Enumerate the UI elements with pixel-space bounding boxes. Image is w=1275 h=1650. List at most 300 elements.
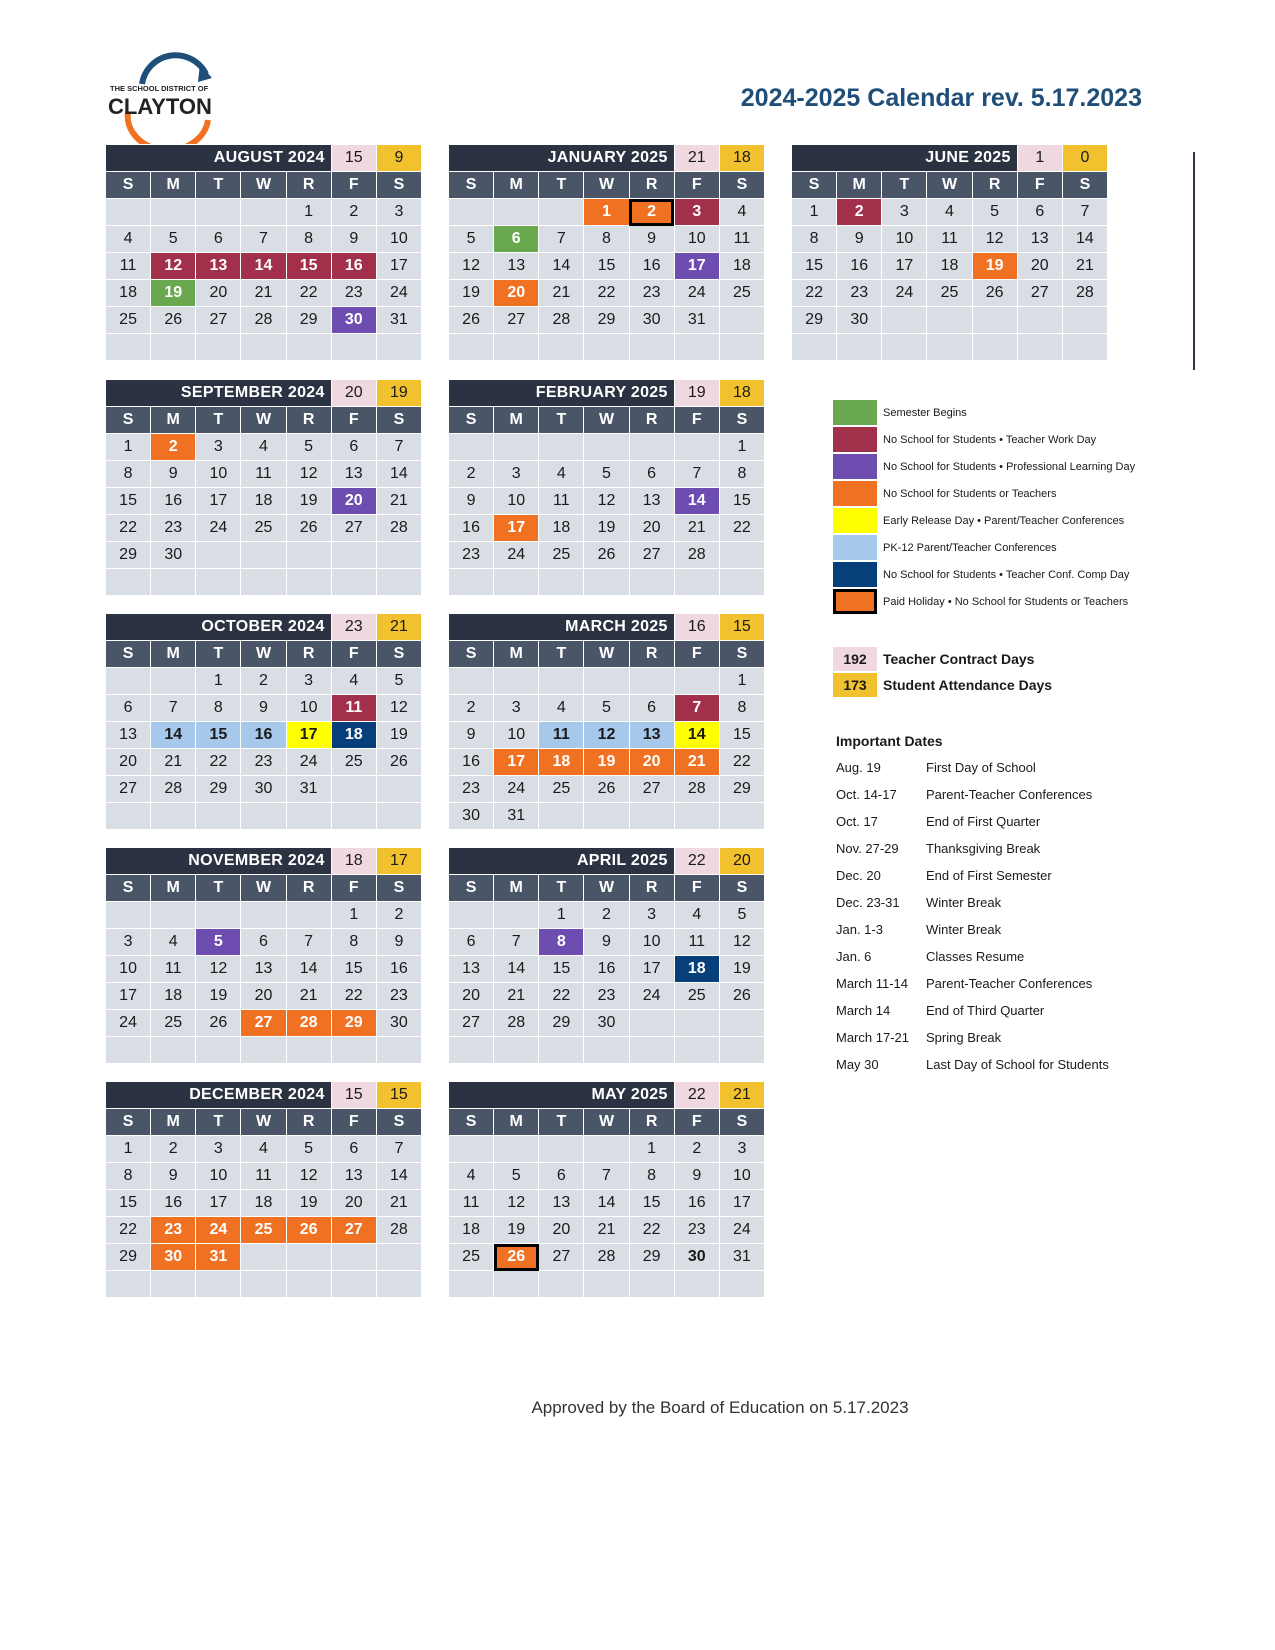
day-cell: 23 — [674, 1217, 719, 1244]
day-cell: 19 — [584, 749, 629, 776]
empty-cell — [629, 803, 674, 830]
empty-cell — [449, 1271, 494, 1298]
day-cell: 5 — [972, 199, 1017, 226]
day-cell: 29 — [106, 542, 151, 569]
weekday-header: S — [449, 875, 494, 902]
day-cell: 21 — [584, 1217, 629, 1244]
month-october-2024 — [105, 613, 422, 830]
month-title: APRIL 2025 — [449, 848, 675, 875]
day-cell: 16 — [151, 1190, 196, 1217]
empty-cell — [719, 803, 764, 830]
empty-cell — [241, 1037, 286, 1064]
day-cell: 15 — [584, 253, 629, 280]
important-date: May 30 — [836, 1057, 879, 1072]
weekday-header: W — [584, 1109, 629, 1136]
weekday-header: T — [196, 172, 241, 199]
day-cell: 14 — [241, 253, 286, 280]
day-cell: 7 — [494, 929, 539, 956]
day-cell: 2 — [151, 1136, 196, 1163]
important-date: Oct. 14-17 — [836, 787, 897, 802]
day-cell: 4 — [719, 199, 764, 226]
day-cell: 7 — [1062, 199, 1107, 226]
weekday-header: M — [494, 875, 539, 902]
day-cell: 17 — [674, 253, 719, 280]
weekday-header: S — [376, 1109, 421, 1136]
day-cell: 22 — [106, 1217, 151, 1244]
day-cell: 24 — [196, 515, 241, 542]
day-cell: 23 — [584, 983, 629, 1010]
legend-label: PK-12 Parent/Teacher Conferences — [883, 541, 1057, 554]
day-cell: 21 — [539, 280, 584, 307]
day-cell: 11 — [241, 461, 286, 488]
day-cell: 5 — [286, 434, 331, 461]
weekday-header: W — [241, 641, 286, 668]
day-cell: 8 — [719, 695, 764, 722]
day-cell: 30 — [331, 307, 376, 334]
day-cell: 22 — [539, 983, 584, 1010]
weekday-header: R — [286, 407, 331, 434]
day-cell: 5 — [584, 695, 629, 722]
weekday-header: R — [972, 172, 1017, 199]
day-cell: 29 — [539, 1010, 584, 1037]
day-cell: 28 — [494, 1010, 539, 1037]
day-cell: 14 — [376, 1163, 421, 1190]
month-title: JUNE 2025 — [792, 145, 1018, 172]
weekday-header: R — [629, 875, 674, 902]
month-title: DECEMBER 2024 — [106, 1082, 332, 1109]
day-cell: 12 — [584, 488, 629, 515]
day-cell: 24 — [286, 749, 331, 776]
important-date: Jan. 1-3 — [836, 922, 883, 937]
day-cell: 25 — [151, 1010, 196, 1037]
day-cell: 16 — [449, 515, 494, 542]
day-cell: 20 — [539, 1217, 584, 1244]
empty-cell — [106, 569, 151, 596]
day-cell: 18 — [539, 515, 584, 542]
day-cell: 25 — [719, 280, 764, 307]
legend-swatch — [833, 562, 877, 587]
empty-cell — [674, 803, 719, 830]
empty-cell — [719, 1037, 764, 1064]
day-cell: 4 — [927, 199, 972, 226]
day-cell: 4 — [241, 1136, 286, 1163]
empty-cell — [286, 1271, 331, 1298]
day-cell: 17 — [629, 956, 674, 983]
student-days-label: Student Attendance Days — [883, 677, 1053, 693]
month-teacher-days: 22 — [674, 848, 719, 875]
day-cell: 8 — [286, 226, 331, 253]
empty-cell — [151, 668, 196, 695]
month-student-days: 18 — [719, 145, 764, 172]
day-cell: 6 — [1017, 199, 1062, 226]
day-cell: 29 — [629, 1244, 674, 1271]
day-cell: 27 — [629, 776, 674, 803]
logo-line2: CLAYTON — [108, 94, 212, 119]
empty-cell — [719, 1271, 764, 1298]
day-cell: 19 — [972, 253, 1017, 280]
empty-cell — [286, 902, 331, 929]
legend-item — [833, 480, 1153, 507]
weekday-header: S — [792, 172, 837, 199]
month-teacher-days: 18 — [331, 848, 376, 875]
legend-swatch — [833, 508, 877, 533]
day-cell: 17 — [196, 488, 241, 515]
day-cell: 10 — [376, 226, 421, 253]
day-cell: 27 — [196, 307, 241, 334]
day-cell: 27 — [241, 1010, 286, 1037]
day-cell: 21 — [674, 749, 719, 776]
month-student-days: 17 — [376, 848, 421, 875]
important-date-row — [836, 862, 1156, 889]
month-may-2025 — [448, 1081, 765, 1298]
day-cell: 30 — [584, 1010, 629, 1037]
day-cell: 1 — [539, 902, 584, 929]
weekday-header: W — [241, 1109, 286, 1136]
month-title: OCTOBER 2024 — [106, 614, 332, 641]
day-cell: 12 — [151, 253, 196, 280]
day-cell: 25 — [106, 307, 151, 334]
day-cell: 8 — [196, 695, 241, 722]
empty-cell — [331, 776, 376, 803]
day-cell: 22 — [196, 749, 241, 776]
day-cell: 2 — [151, 434, 196, 461]
important-date-row — [836, 889, 1156, 916]
day-cell: 19 — [376, 722, 421, 749]
day-cell: 15 — [719, 722, 764, 749]
weekday-header: R — [629, 1109, 674, 1136]
footer-approval: Approved by the Board of Education on 5.17.2023 — [531, 1398, 909, 1417]
empty-cell — [972, 307, 1017, 334]
weekday-header: S — [449, 172, 494, 199]
day-cell: 6 — [331, 1136, 376, 1163]
day-cell: 22 — [584, 280, 629, 307]
weekday-header: S — [449, 407, 494, 434]
day-cell: 9 — [674, 1163, 719, 1190]
empty-cell — [494, 569, 539, 596]
day-cell: 2 — [584, 902, 629, 929]
weekday-header: S — [719, 407, 764, 434]
day-cell: 10 — [629, 929, 674, 956]
empty-cell — [539, 668, 584, 695]
day-cell: 23 — [151, 515, 196, 542]
day-cell: 26 — [719, 983, 764, 1010]
empty-cell — [674, 1271, 719, 1298]
day-cell: 22 — [719, 515, 764, 542]
weekday-header: S — [719, 875, 764, 902]
day-cell: 23 — [837, 280, 882, 307]
day-cell: 14 — [674, 722, 719, 749]
day-cell: 2 — [331, 199, 376, 226]
empty-cell — [376, 1244, 421, 1271]
month-april-2025 — [448, 847, 765, 1064]
day-cell: 7 — [674, 461, 719, 488]
day-cell: 26 — [151, 307, 196, 334]
day-cell: 2 — [629, 199, 674, 226]
day-cell: 16 — [674, 1190, 719, 1217]
day-cell: 22 — [286, 280, 331, 307]
day-cell: 2 — [449, 695, 494, 722]
empty-cell — [1017, 307, 1062, 334]
day-counts — [833, 646, 1153, 698]
empty-cell — [674, 434, 719, 461]
empty-cell — [719, 1010, 764, 1037]
weekday-header: M — [494, 1109, 539, 1136]
empty-cell — [719, 542, 764, 569]
day-cell: 6 — [629, 695, 674, 722]
day-cell: 11 — [719, 226, 764, 253]
day-cell: 4 — [151, 929, 196, 956]
empty-cell — [196, 1271, 241, 1298]
empty-cell — [494, 1037, 539, 1064]
empty-cell — [494, 434, 539, 461]
day-cell: 3 — [494, 461, 539, 488]
important-event: Last Day of School for Students — [926, 1057, 1109, 1072]
day-cell: 8 — [106, 1163, 151, 1190]
weekday-header: S — [376, 641, 421, 668]
day-cell: 28 — [584, 1244, 629, 1271]
important-event: Winter Break — [926, 922, 1002, 937]
weekday-header: S — [106, 641, 151, 668]
day-cell: 1 — [331, 902, 376, 929]
weekday-header: W — [584, 172, 629, 199]
weekday-header: T — [539, 407, 584, 434]
day-cell: 12 — [286, 461, 331, 488]
empty-cell — [494, 1271, 539, 1298]
empty-cell — [376, 1271, 421, 1298]
legend-label: Paid Holiday • No School for Students or Teachers — [883, 595, 1129, 608]
day-cell: 26 — [196, 1010, 241, 1037]
day-cell: 9 — [629, 226, 674, 253]
empty-cell — [1017, 334, 1062, 361]
weekday-header: F — [674, 1109, 719, 1136]
empty-cell — [972, 334, 1017, 361]
day-cell: 21 — [241, 280, 286, 307]
day-cell: 6 — [241, 929, 286, 956]
important-dates-list — [836, 754, 1156, 1078]
day-cell: 10 — [286, 695, 331, 722]
month-title: SEPTEMBER 2024 — [106, 380, 332, 407]
empty-cell — [196, 542, 241, 569]
weekday-header: T — [196, 641, 241, 668]
weekday-header: R — [629, 641, 674, 668]
month-title: JANUARY 2025 — [449, 145, 675, 172]
day-cell: 6 — [449, 929, 494, 956]
empty-cell — [106, 803, 151, 830]
day-cell: 25 — [331, 749, 376, 776]
day-cell: 30 — [151, 1244, 196, 1271]
empty-cell — [196, 902, 241, 929]
day-cell: 14 — [151, 722, 196, 749]
day-cell: 22 — [106, 515, 151, 542]
empty-cell — [629, 569, 674, 596]
empty-cell — [882, 307, 927, 334]
day-cell: 4 — [539, 695, 584, 722]
important-date-row — [836, 943, 1156, 970]
legend-label: No School for Students • Teacher Work Day — [883, 433, 1097, 446]
month-teacher-days: 20 — [331, 380, 376, 407]
weekday-header: F — [674, 407, 719, 434]
month-february-2025 — [448, 379, 765, 596]
weekday-header: R — [286, 875, 331, 902]
day-cell: 1 — [106, 1136, 151, 1163]
day-cell: 3 — [106, 929, 151, 956]
day-cell: 9 — [376, 929, 421, 956]
important-event: Thanksgiving Break — [926, 841, 1041, 856]
empty-cell — [539, 803, 584, 830]
month-title: MAY 2025 — [449, 1082, 675, 1109]
legend-swatch — [833, 481, 877, 506]
day-cell: 2 — [241, 668, 286, 695]
day-cell: 15 — [196, 722, 241, 749]
day-cell: 17 — [106, 983, 151, 1010]
day-cell: 16 — [376, 956, 421, 983]
day-cell: 25 — [539, 542, 584, 569]
month-title: MARCH 2025 — [449, 614, 675, 641]
empty-cell — [106, 334, 151, 361]
day-cell: 10 — [106, 956, 151, 983]
empty-cell — [196, 1037, 241, 1064]
day-cell: 13 — [331, 461, 376, 488]
weekday-header: S — [106, 407, 151, 434]
day-cell: 3 — [674, 199, 719, 226]
day-cell: 25 — [927, 280, 972, 307]
day-cell: 8 — [331, 929, 376, 956]
empty-cell — [106, 668, 151, 695]
empty-cell — [331, 542, 376, 569]
day-cell: 20 — [331, 1190, 376, 1217]
day-cell: 2 — [376, 902, 421, 929]
month-title: FEBRUARY 2025 — [449, 380, 675, 407]
day-cell: 13 — [331, 1163, 376, 1190]
day-cell: 7 — [674, 695, 719, 722]
empty-cell — [286, 803, 331, 830]
day-cell: 13 — [539, 1190, 584, 1217]
important-event: First Day of School — [926, 760, 1036, 775]
important-event: Winter Break — [926, 895, 1002, 910]
weekday-header: F — [674, 641, 719, 668]
weekday-header: R — [629, 172, 674, 199]
month-teacher-days: 21 — [674, 145, 719, 172]
day-cell: 9 — [584, 929, 629, 956]
important-date-row — [836, 916, 1156, 943]
day-cell: 21 — [376, 1190, 421, 1217]
day-cell: 10 — [719, 1163, 764, 1190]
legend-label: Semester Begins — [883, 406, 967, 419]
day-cell: 16 — [241, 722, 286, 749]
weekday-header: R — [286, 1109, 331, 1136]
day-cell: 24 — [674, 280, 719, 307]
month-title: AUGUST 2024 — [106, 145, 332, 172]
important-date-row — [836, 808, 1156, 835]
day-cell: 12 — [584, 722, 629, 749]
day-cell: 13 — [629, 722, 674, 749]
empty-cell — [792, 334, 837, 361]
empty-cell — [286, 1037, 331, 1064]
empty-cell — [376, 776, 421, 803]
day-cell: 26 — [449, 307, 494, 334]
day-cell: 27 — [494, 307, 539, 334]
weekday-header: W — [241, 407, 286, 434]
day-cell: 10 — [882, 226, 927, 253]
weekday-header: M — [151, 641, 196, 668]
empty-cell — [539, 569, 584, 596]
day-cell: 8 — [792, 226, 837, 253]
weekday-header: F — [331, 875, 376, 902]
empty-cell — [674, 334, 719, 361]
day-cell: 12 — [376, 695, 421, 722]
day-cell: 20 — [449, 983, 494, 1010]
day-cell: 11 — [539, 488, 584, 515]
day-cell: 26 — [286, 1217, 331, 1244]
empty-cell — [539, 199, 584, 226]
teacher-days-value: 192 — [833, 647, 877, 671]
day-cell: 12 — [196, 956, 241, 983]
weekday-header: F — [331, 172, 376, 199]
day-cell: 14 — [1062, 226, 1107, 253]
day-cell: 31 — [674, 307, 719, 334]
day-cell: 25 — [241, 1217, 286, 1244]
empty-cell — [449, 1037, 494, 1064]
month-student-days: 0 — [1062, 145, 1107, 172]
weekday-header: W — [241, 172, 286, 199]
empty-cell — [539, 1037, 584, 1064]
day-cell: 3 — [629, 902, 674, 929]
empty-cell — [196, 803, 241, 830]
empty-cell — [584, 803, 629, 830]
day-cell: 20 — [331, 488, 376, 515]
day-cell: 14 — [494, 956, 539, 983]
important-event: End of First Semester — [926, 868, 1052, 883]
day-cell: 27 — [1017, 280, 1062, 307]
day-cell: 10 — [494, 488, 539, 515]
day-cell: 28 — [674, 542, 719, 569]
day-cell: 29 — [106, 1244, 151, 1271]
day-cell: 24 — [376, 280, 421, 307]
day-cell: 23 — [376, 983, 421, 1010]
day-cell: 18 — [539, 749, 584, 776]
day-cell: 13 — [196, 253, 241, 280]
legend — [833, 399, 1153, 615]
day-cell: 29 — [331, 1010, 376, 1037]
day-cell: 7 — [376, 434, 421, 461]
day-cell: 24 — [196, 1217, 241, 1244]
empty-cell — [241, 1244, 286, 1271]
empty-cell — [584, 1037, 629, 1064]
important-event: End of First Quarter — [926, 814, 1041, 829]
important-event: Spring Break — [926, 1030, 1002, 1045]
day-cell: 25 — [241, 515, 286, 542]
weekday-header: T — [539, 1109, 584, 1136]
day-cell: 25 — [539, 776, 584, 803]
day-cell: 9 — [241, 695, 286, 722]
day-cell: 27 — [629, 542, 674, 569]
day-cell: 5 — [286, 1136, 331, 1163]
day-cell: 8 — [106, 461, 151, 488]
day-cell: 17 — [196, 1190, 241, 1217]
empty-cell — [494, 1136, 539, 1163]
weekday-header: F — [331, 407, 376, 434]
day-cell: 9 — [151, 1163, 196, 1190]
day-cell: 24 — [882, 280, 927, 307]
day-cell: 28 — [539, 307, 584, 334]
day-cell: 7 — [151, 695, 196, 722]
day-cell: 19 — [286, 488, 331, 515]
empty-cell — [629, 668, 674, 695]
empty-cell — [151, 803, 196, 830]
day-cell: 26 — [376, 749, 421, 776]
day-cell: 14 — [376, 461, 421, 488]
legend-label: Early Release Day • Parent/Teacher Conferences — [883, 514, 1125, 527]
